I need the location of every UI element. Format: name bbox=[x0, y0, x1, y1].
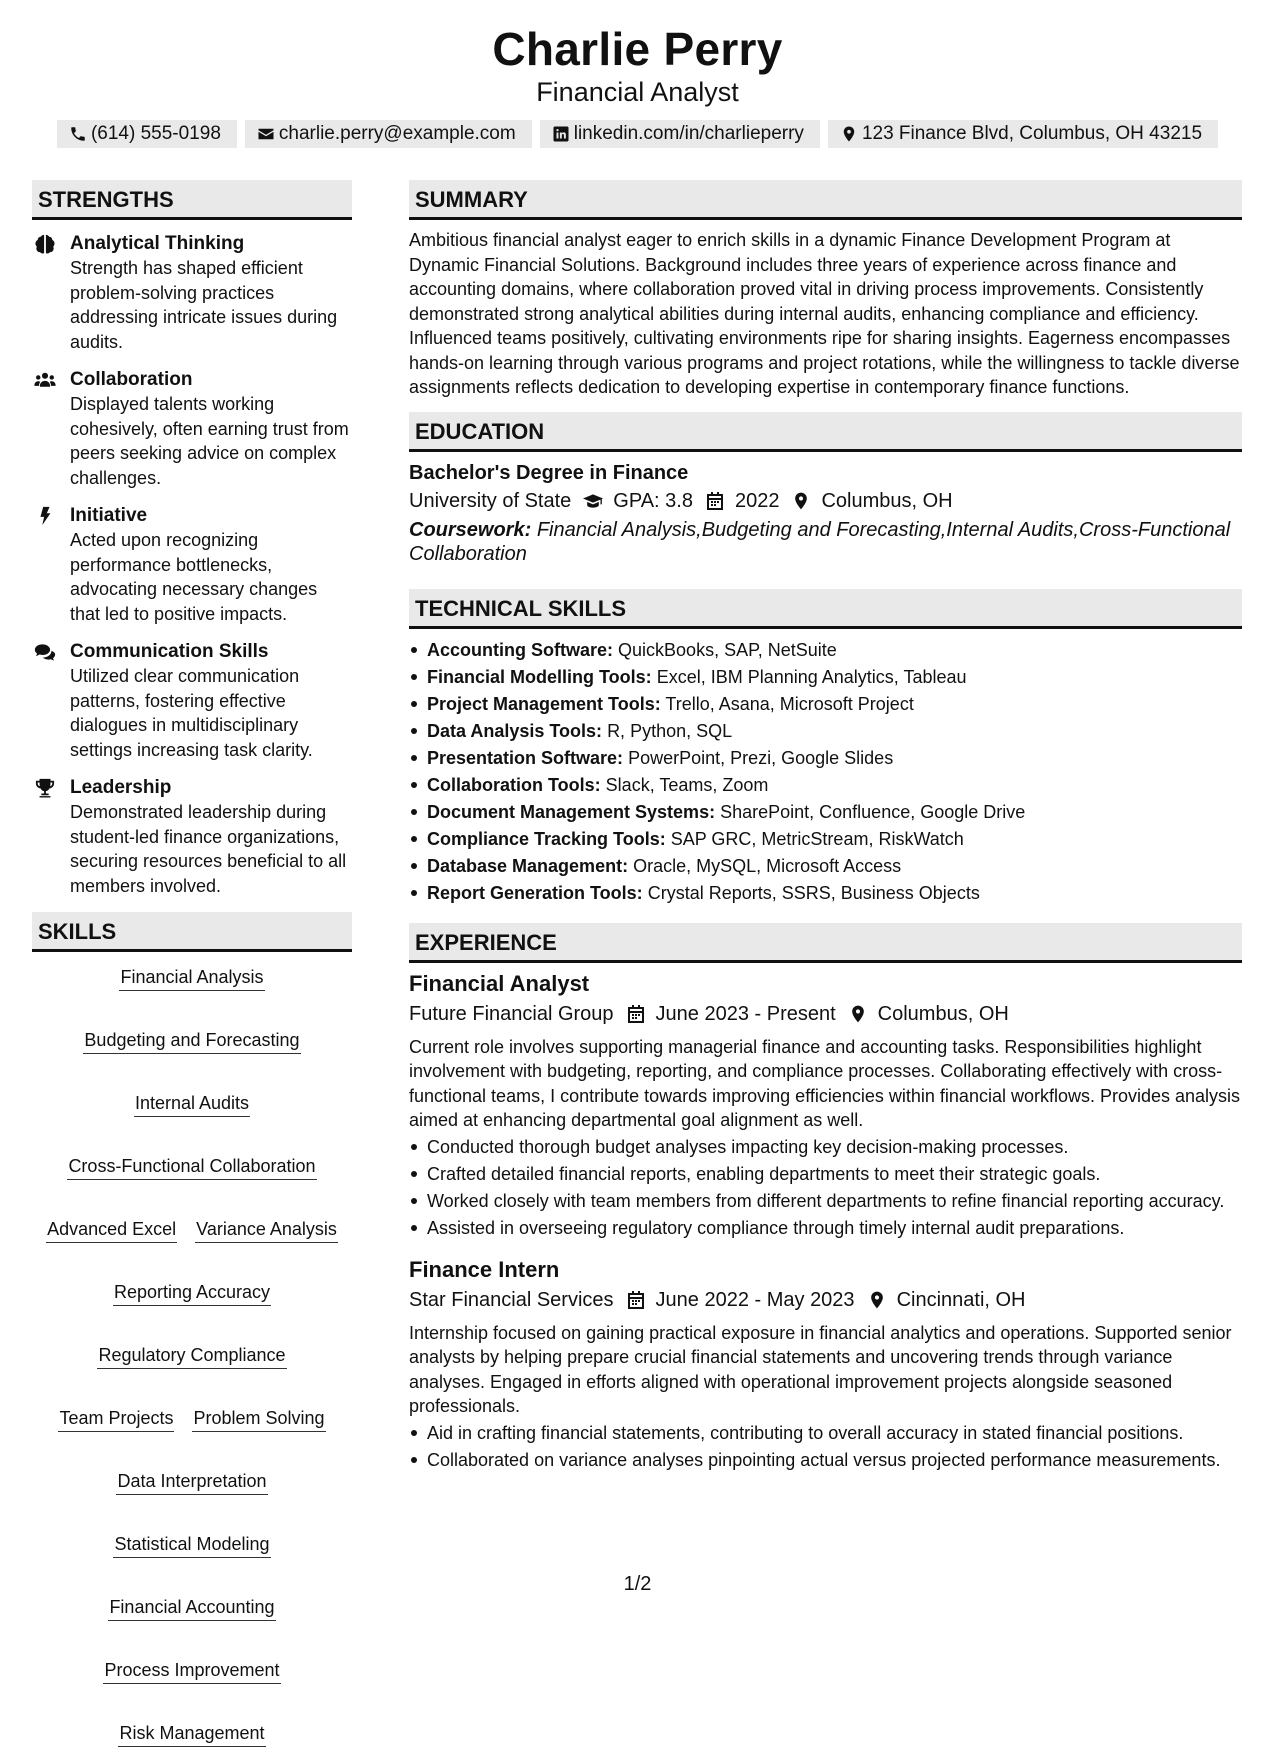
job-bullets bbox=[409, 1421, 1242, 1473]
skill-tag: Team Projects bbox=[58, 1407, 174, 1432]
calendar-icon bbox=[626, 1004, 646, 1024]
skill-tag: Regulatory Compliance bbox=[97, 1344, 286, 1369]
skill-tag: Variance Analysis bbox=[195, 1218, 338, 1243]
job-meta bbox=[409, 999, 1242, 1029]
job-dates: June 2023 - Present bbox=[655, 1002, 836, 1025]
technical-skills-list bbox=[409, 637, 1242, 907]
tech-skill-label: Collaboration Tools: bbox=[427, 774, 601, 795]
experience-entry bbox=[409, 969, 1242, 1241]
map-marker-icon bbox=[867, 1290, 887, 1310]
list-item bbox=[409, 853, 1242, 880]
page-number: 1/2 bbox=[623, 1573, 652, 1595]
job-location: Columbus, OH bbox=[877, 1002, 1009, 1025]
skill-tag: Financial Accounting bbox=[108, 1596, 275, 1621]
tech-skill-value: Excel, IBM Planning Analytics, Tableau bbox=[656, 666, 967, 687]
tech-skill-label: Project Management Tools: bbox=[427, 693, 661, 714]
list-item: Crafted detailed financial reports, enabling departments to meet their strategic goals. bbox=[409, 1162, 1242, 1187]
education-location: Columbus, OH bbox=[821, 489, 953, 512]
calendar-icon bbox=[626, 1290, 646, 1310]
skills-heading: SKILLS bbox=[32, 912, 352, 952]
tech-skill-value: SAP GRC, MetricStream, RiskWatch bbox=[670, 828, 964, 849]
strengths-heading: STRENGTHS bbox=[32, 180, 352, 220]
skill-tag: Process Improvement bbox=[103, 1659, 280, 1684]
strength-item bbox=[32, 232, 352, 354]
summary-text: Ambitious financial analyst eager to enrich skills in a dynamic Finance Development Program at Dynamic Financial Solutions. Background includes three years of experience across finance and accounting domains, where collaboration proved vital in driving process improvements. Consistently demonstrated strong analytical abilities during internal audits, enhancing compliance and efficiency. Influenced teams positively, cultivating environments ripe for sharing insights. Eagerness encompasses hands-on learning through various programs and project rotations, while the willingness to tackle diverse assignments reflects dedication to developing expertise in contemporary finance functions. bbox=[409, 230, 1240, 397]
skill-tag: Advanced Excel bbox=[46, 1218, 177, 1243]
skill-tag: Reporting Accuracy bbox=[113, 1281, 271, 1306]
experience-entry bbox=[409, 1255, 1242, 1473]
education-gpa: GPA: 3.8 bbox=[613, 489, 693, 512]
list-item: Worked closely with team members from different departments to refine financial reporting accuracy. bbox=[409, 1189, 1242, 1214]
list-item bbox=[409, 691, 1242, 718]
job-dates: June 2022 - May 2023 bbox=[655, 1288, 855, 1311]
phone-icon bbox=[69, 125, 87, 143]
job-bullets bbox=[409, 1135, 1242, 1241]
trophy-icon bbox=[34, 778, 56, 798]
technical-skills-heading: TECHNICAL SKILLS bbox=[409, 589, 1242, 629]
education-heading: EDUCATION bbox=[409, 412, 1242, 452]
list-item bbox=[409, 799, 1242, 826]
tech-skill-value: PowerPoint, Prezi, Google Slides bbox=[628, 747, 894, 768]
coursework-text: Financial Analysis,Budgeting and Forecasting,Internal Audits,Cross-Functional Collaboration bbox=[409, 518, 1231, 565]
tech-skill-label: Presentation Software: bbox=[427, 747, 624, 768]
job-company: Future Financial Group bbox=[409, 1002, 614, 1025]
contact-phone-text: (614) 555-0198 bbox=[90, 123, 221, 144]
skill-tag: Statistical Modeling bbox=[113, 1533, 270, 1558]
strength-title: Collaboration bbox=[70, 369, 193, 390]
map-marker-icon bbox=[791, 491, 811, 511]
users-icon bbox=[34, 370, 56, 390]
contact-email[interactable] bbox=[245, 120, 532, 148]
coursework-label: Coursework: bbox=[409, 518, 532, 541]
tech-skill-label: Accounting Software: bbox=[427, 639, 614, 660]
experience-heading: EXPERIENCE bbox=[409, 923, 1242, 963]
job-meta bbox=[409, 1285, 1242, 1315]
contact-linkedin-text: linkedin.com/in/charlieperry bbox=[573, 123, 804, 144]
resume-header bbox=[0, 0, 1275, 148]
tech-skill-value: Oracle, MySQL, Microsoft Access bbox=[633, 855, 902, 876]
brain-icon bbox=[34, 234, 56, 254]
skill-tag: Budgeting and Forecasting bbox=[83, 1029, 300, 1054]
job-company: Star Financial Services bbox=[409, 1288, 614, 1311]
candidate-name: Charlie Perry bbox=[492, 23, 783, 75]
tech-skill-value: R, Python, SQL bbox=[607, 720, 733, 741]
education-school: University of State bbox=[409, 489, 572, 512]
strength-desc: Displayed talents working cohesively, often earning trust from peers seeking advice on complex challenges. bbox=[70, 394, 349, 488]
map-marker-icon bbox=[840, 125, 858, 143]
strength-item bbox=[32, 504, 352, 626]
left-column bbox=[32, 180, 352, 1747]
strength-desc: Demonstrated leadership during student-led finance organizations, securing resources beneficial to all members involved. bbox=[70, 802, 347, 896]
strength-title: Communication Skills bbox=[70, 641, 269, 662]
job-title: Finance Intern bbox=[409, 1256, 560, 1282]
education-degree: Bachelor's Degree in Finance bbox=[409, 461, 689, 484]
tech-skill-value: SharePoint, Confluence, Google Drive bbox=[720, 801, 1026, 822]
job-description: Current role involves supporting managerial finance and accounting tasks. Responsibilities highlight involvement with budgeting, reporting, and compliance processes. Collaborating effectively with cross-functional teams, I contribute towards improving efficiencies within financial workflows. Provides analysis aimed at enhancing departmental goal alignment as well. bbox=[409, 1036, 1241, 1130]
job-location: Cincinnati, OH bbox=[896, 1288, 1026, 1311]
list-item bbox=[409, 826, 1242, 853]
skill-tag: Financial Analysis bbox=[119, 966, 264, 991]
strength-desc: Strength has shaped efficient problem-solving practices addressing intricate issues during audits. bbox=[70, 258, 338, 352]
contact-address[interactable] bbox=[828, 120, 1218, 148]
tech-skill-value: Trello, Asana, Microsoft Project bbox=[665, 693, 914, 714]
education-meta bbox=[409, 486, 1242, 516]
strength-desc: Acted upon recognizing performance bottlenecks, advocating necessary changes that led to positive impacts. bbox=[70, 530, 318, 624]
education-coursework bbox=[409, 518, 1242, 567]
bolt-icon bbox=[34, 506, 56, 526]
list-item bbox=[409, 664, 1242, 691]
tech-skill-label: Data Analysis Tools: bbox=[427, 720, 603, 741]
job-title: Financial Analyst bbox=[409, 970, 590, 996]
tech-skill-label: Compliance Tracking Tools: bbox=[427, 828, 666, 849]
right-column bbox=[409, 180, 1242, 1487]
strength-item bbox=[32, 776, 352, 898]
skill-tag: Internal Audits bbox=[134, 1092, 250, 1117]
envelope-icon bbox=[257, 125, 275, 143]
strength-title: Analytical Thinking bbox=[70, 233, 245, 254]
skills-list bbox=[32, 966, 352, 1747]
candidate-title: Financial Analyst bbox=[536, 77, 739, 107]
contact-linkedin[interactable] bbox=[540, 120, 820, 148]
list-item bbox=[409, 880, 1242, 907]
tech-skill-label: Report Generation Tools: bbox=[427, 882, 643, 903]
education-year: 2022 bbox=[734, 489, 780, 512]
list-item bbox=[409, 772, 1242, 799]
list-item: Assisted in overseeing regulatory compliance through timely internal audit preparations. bbox=[409, 1216, 1242, 1241]
contact-email-text: charlie.perry@example.com bbox=[278, 123, 516, 144]
skill-tag: Cross-Functional Collaboration bbox=[67, 1155, 316, 1180]
strength-title: Initiative bbox=[70, 505, 148, 526]
list-item: Collaborated on variance analyses pinpointing actual versus projected performance measurements. bbox=[409, 1448, 1242, 1473]
strength-desc: Utilized clear communication patterns, fostering effective dialogues in multidisciplinary settings increasing task clarity. bbox=[70, 666, 313, 760]
skill-tag: Data Interpretation bbox=[116, 1470, 267, 1495]
list-item bbox=[409, 745, 1242, 772]
tech-skill-label: Database Management: bbox=[427, 855, 629, 876]
summary-heading: SUMMARY bbox=[409, 180, 1242, 220]
list-item bbox=[409, 718, 1242, 745]
list-item: Conducted thorough budget analyses impacting key decision-making processes. bbox=[409, 1135, 1242, 1160]
calendar-icon bbox=[705, 491, 725, 511]
tech-skill-label: Financial Modelling Tools: bbox=[427, 666, 652, 687]
strength-title: Leadership bbox=[70, 777, 172, 798]
tech-skill-value: Slack, Teams, Zoom bbox=[605, 774, 769, 795]
graduation-cap-icon bbox=[583, 491, 603, 511]
tech-skill-value: Crystal Reports, SSRS, Business Objects bbox=[647, 882, 980, 903]
skill-tag: Risk Management bbox=[118, 1722, 265, 1747]
comments-icon bbox=[34, 642, 56, 662]
tech-skill-value: QuickBooks, SAP, NetSuite bbox=[618, 639, 837, 660]
contact-bar bbox=[0, 120, 1275, 148]
linkedin-icon bbox=[552, 125, 570, 143]
strengths-list bbox=[32, 232, 352, 898]
list-item bbox=[409, 637, 1242, 664]
job-description: Internship focused on gaining practical exposure in financial analytics and operations. Supported senior analysts by helping prepare crucial financial statements and uncovering trends through variance analyses. Engaged in efforts aligned with operational improvement projects alongside seasoned professionals. bbox=[409, 1322, 1232, 1416]
skill-tag: Problem Solving bbox=[192, 1407, 325, 1432]
contact-address-text: 123 Finance Blvd, Columbus, OH 43215 bbox=[861, 123, 1203, 144]
strength-item bbox=[32, 640, 352, 762]
strength-item bbox=[32, 368, 352, 490]
tech-skill-label: Document Management Systems: bbox=[427, 801, 716, 822]
contact-phone[interactable] bbox=[57, 120, 237, 148]
list-item: Aid in crafting financial statements, contributing to overall accuracy in stated financial positions. bbox=[409, 1421, 1242, 1446]
map-marker-icon bbox=[848, 1004, 868, 1024]
